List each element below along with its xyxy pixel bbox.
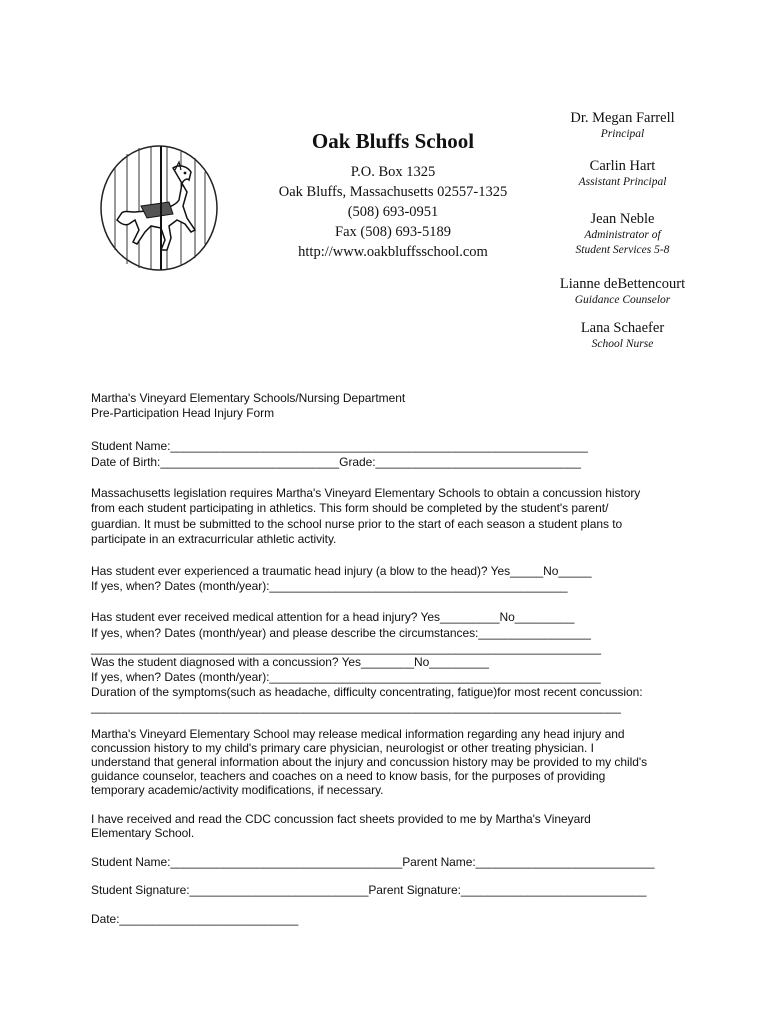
release-line: guidance counselor, teachers and coaches on a need to know basis, for the purposes of providing (91, 769, 606, 783)
address-line: P.O. Box 1325 (350, 164, 436, 180)
staff-entry (545, 211, 700, 258)
intro-line: guardian. It must be submitted to the school nurse prior to the start of each season a student plans to (91, 517, 623, 531)
staff-role: School Nurse (591, 338, 654, 350)
cdc-line: I have received and read the CDC concussion fact sheets provided to me by Martha's Vineyard (91, 812, 591, 826)
question-concussion-dates[interactable]: If yes, when? Dates (month/year):__________________________________________________ (91, 670, 601, 684)
website-url: http://www.oakbluffsschool.com (298, 244, 488, 260)
staff-role: Principal (600, 128, 645, 140)
cdc-line: Elementary School. (91, 826, 195, 840)
staff-entry (545, 158, 700, 190)
dob-grade-field[interactable]: Date of Birth:___________________________Grade:_______________________________ (91, 455, 581, 469)
staff-name: Jean Neble (590, 211, 655, 227)
staff-role: Administrator of (584, 229, 661, 241)
release-line: Martha's Vineyard Elementary School may release medical information regarding any head injury and (91, 727, 625, 741)
form-title: Pre-Participation Head Injury Form (91, 406, 275, 420)
fax-number: Fax (508) 693-5189 (335, 224, 451, 240)
carousel-horse-icon (95, 140, 225, 278)
staff-role: Assistant Principal (578, 176, 667, 188)
intro-line: participate in an extracurricular athletic activity. (91, 532, 337, 546)
staff-role: Guidance Counselor (574, 294, 671, 306)
answer-line[interactable]: _____________________________________________________________________________ (91, 641, 602, 655)
staff-entry (545, 276, 700, 308)
question-head-injury[interactable]: Has student ever experienced a traumatic head injury (a blow to the head)? Yes_____No_____ (91, 564, 592, 578)
date-field[interactable]: Date:___________________________ (91, 912, 299, 926)
staff-name: Lianne deBettencourt (559, 276, 686, 292)
question-medical-attention-dates[interactable]: If yes, when? Dates (month/year) and please describe the circumstances:_________________ (91, 626, 591, 640)
release-line: concussion history to my child's primary care physician, neurologist or other treating physician. I (91, 741, 594, 755)
release-line: temporary academic/activity modifications, if necessary. (91, 783, 384, 797)
staff-name: Carlin Hart (589, 158, 656, 174)
release-line: understand that general information about the injury and concussion history may be provided to my child's (91, 755, 648, 769)
address-line: Oak Bluffs, Massachusetts 02557-1325 (278, 184, 508, 200)
staff-name: Dr. Megan Farrell (570, 110, 675, 126)
signature-fields[interactable]: Student Signature:___________________________Parent Signature:____________________________ (91, 883, 647, 897)
staff-entry (545, 320, 700, 352)
school-header (268, 128, 518, 262)
intro-line: Massachusetts legislation requires Martha's Vineyard Elementary Schools to obtain a concussion history (91, 486, 641, 500)
department-line: Martha's Vineyard Elementary Schools/Nursing Department (91, 391, 406, 405)
staff-entry (545, 110, 700, 142)
staff-role: Student Services 5-8 (575, 244, 670, 256)
intro-line: from each student participating in athletics. This form should be completed by the student's parent/ (91, 501, 609, 515)
staff-name: Lana Schaefer (580, 320, 665, 336)
question-medical-attention[interactable]: Has student ever received medical attention for a head injury? Yes_________No_________ (91, 610, 575, 624)
school-name: Oak Bluffs School (311, 129, 475, 153)
question-concussion[interactable]: Was the student diagnosed with a concussion? Yes________No_________ (91, 655, 489, 669)
name-fields[interactable]: Student Name:___________________________________Parent Name:___________________________ (91, 855, 655, 869)
student-name-field[interactable]: Student Name:_______________________________________________________________ (91, 439, 588, 453)
question-head-injury-dates[interactable]: If yes, when? Dates (month/year):_____________________________________________ (91, 579, 568, 593)
phone-number: (508) 693-0951 (347, 204, 439, 220)
question-symptom-duration: Duration of the symptoms(such as headache, difficulty concentrating, fatigue)for most recent concussion: (91, 685, 643, 699)
answer-line[interactable]: ________________________________________________________________________________ (91, 700, 621, 714)
